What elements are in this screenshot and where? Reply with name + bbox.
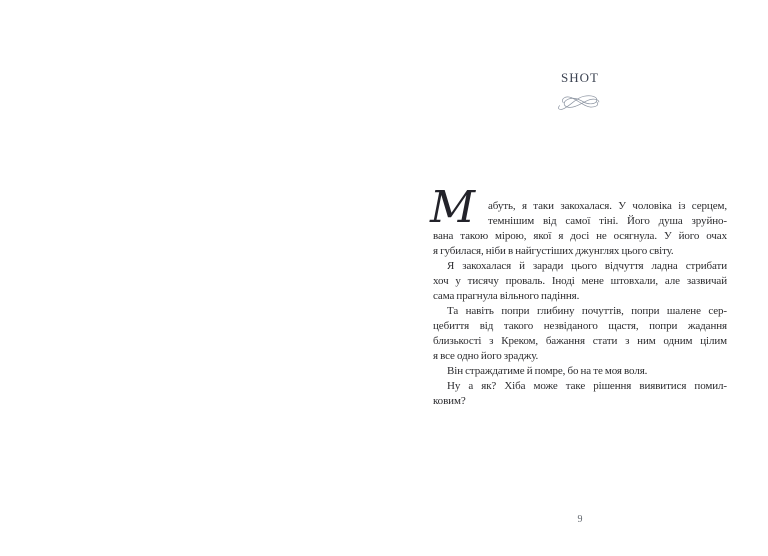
- text-line: цебиття від такого незвіданого щастя, попри жадання: [433, 320, 727, 332]
- text-line: темнішим від самої тіні. Його душа зруйно-: [488, 215, 727, 227]
- drop-cap: М: [430, 182, 475, 233]
- text-line: Та навіть попри глибину почуттів, попри шалене сер-: [447, 305, 727, 317]
- text-line: хоч у тисячу проваль. Іноді мене штовхали, але зазвичай: [433, 275, 727, 287]
- chapter-ornament-icon: [555, 91, 603, 113]
- text-line: сама прагнула вільного падіння.: [433, 290, 580, 302]
- text-line: Він страждатиме й помре, бо на те моя воля.: [447, 365, 648, 377]
- text-line: Ну а як? Хіба може таке рішення виявитися помил-: [447, 380, 727, 392]
- text-line: абуть, я таки закохалася. У чоловіка із серцем,: [488, 200, 727, 212]
- text-line: близькості з Креком, бажання стати з ним одним цілим: [433, 335, 727, 347]
- right-page: [384, 0, 768, 556]
- page-number: 9: [577, 514, 583, 525]
- body-text: [430, 182, 727, 409]
- text-line: я все одно його зраджу.: [433, 350, 539, 362]
- chapter-title: SHOT: [561, 70, 599, 85]
- text-column: [430, 0, 727, 556]
- text-line: ковим?: [433, 395, 466, 407]
- text-line: вана такою мірою, якої я досі не осягнула. У його очах: [433, 230, 727, 242]
- text-line: Я закохалася й заради цього відчуття ладна стрибати: [447, 260, 727, 272]
- text-line: я губилася, ніби в найгустіших джунглях цього світу.: [433, 245, 674, 257]
